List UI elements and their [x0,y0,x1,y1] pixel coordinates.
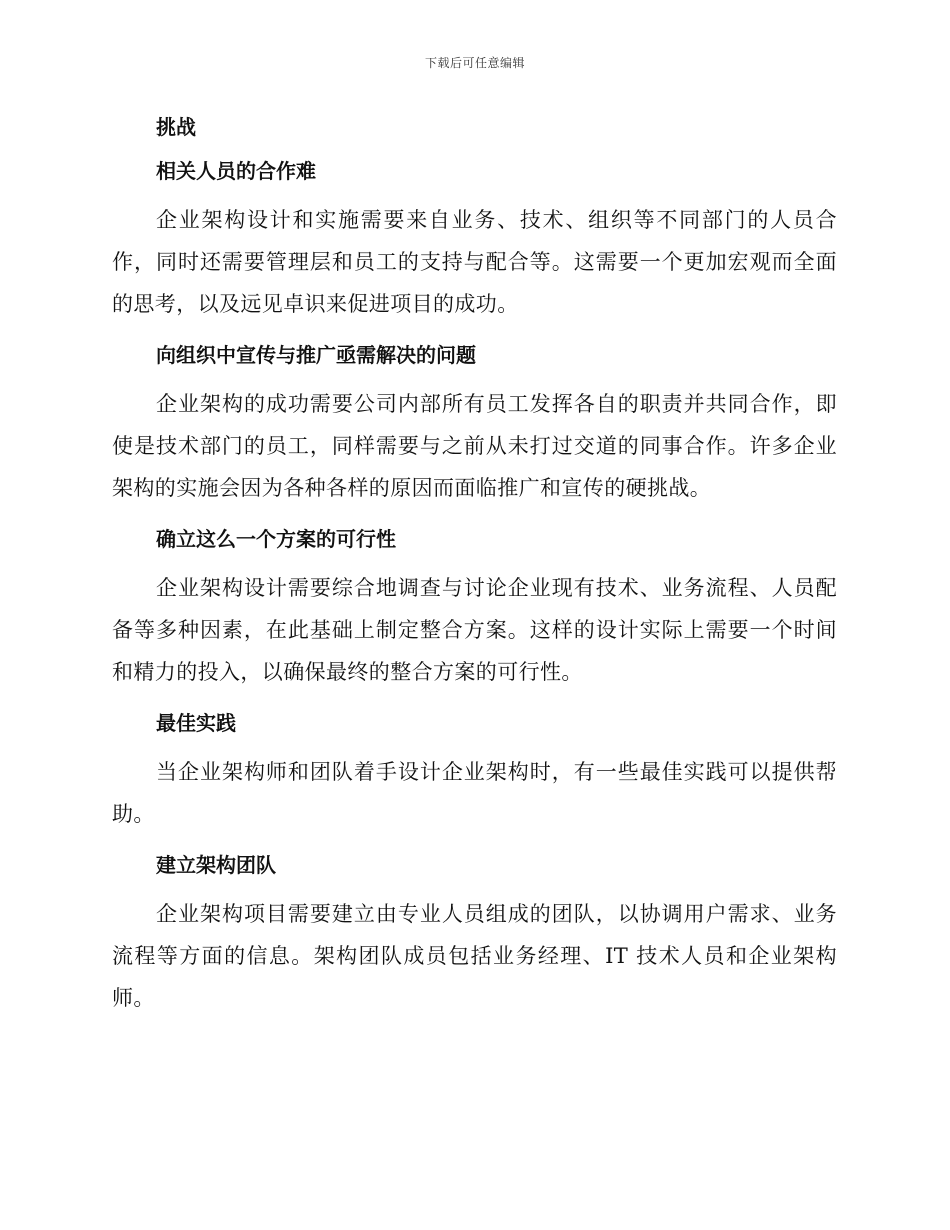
paragraph-collaboration: 企业架构设计和实施需要来自业务、技术、组织等不同部门的人员合作，同时还需要管理层和员工的支持与配合等。这需要一个更加宏观而全面的思考，以及远见卓识来促进项目的成功。 [112,208,837,316]
paragraph-feasibility: 企业架构设计需要综合地调查与讨论企业现有技术、业务流程、人员配备等多种因素，在此基础上制定整合方案。这样的设计实际上需要一个时间和精力的投入，以确保最终的整合方案的可行性。 [112,576,837,684]
paragraph-best-practices: 当企业架构师和团队着手设计企业架构时，有一些最佳实践可以提供帮助。 [112,760,837,826]
section-heading-challenges: 挑战 [156,115,196,139]
section-heading-promotion: 向组织中宣传与推广亟需解决的问题 [156,343,476,367]
section-heading-feasibility: 确立这么一个方案的可行性 [156,527,396,551]
section-heading-architecture-team: 建立架构团队 [156,853,276,877]
paragraph-architecture-team: 企业架构项目需要建立由专业人员组成的团队，以协调用户需求、业务流程等方面的信息。架构团队成员包括业务经理、IT 技术人员和企业架构师。 [112,902,837,1010]
header-note: 下载后可任意编辑 [424,56,525,70]
paragraph-promotion: 企业架构的成功需要公司内部所有员工发挥各自的职责并共同合作，即使是技术部门的员工，同样需要与之前从未打过交道的同事合作。许多企业架构的实施会因为各种各样的原因而面临推广和宣传的硬挑战。 [112,392,837,500]
document-content [112,105,837,1027]
section-heading-best-practices: 最佳实践 [156,711,236,735]
section-heading-collaboration: 相关人员的合作难 [156,159,316,183]
